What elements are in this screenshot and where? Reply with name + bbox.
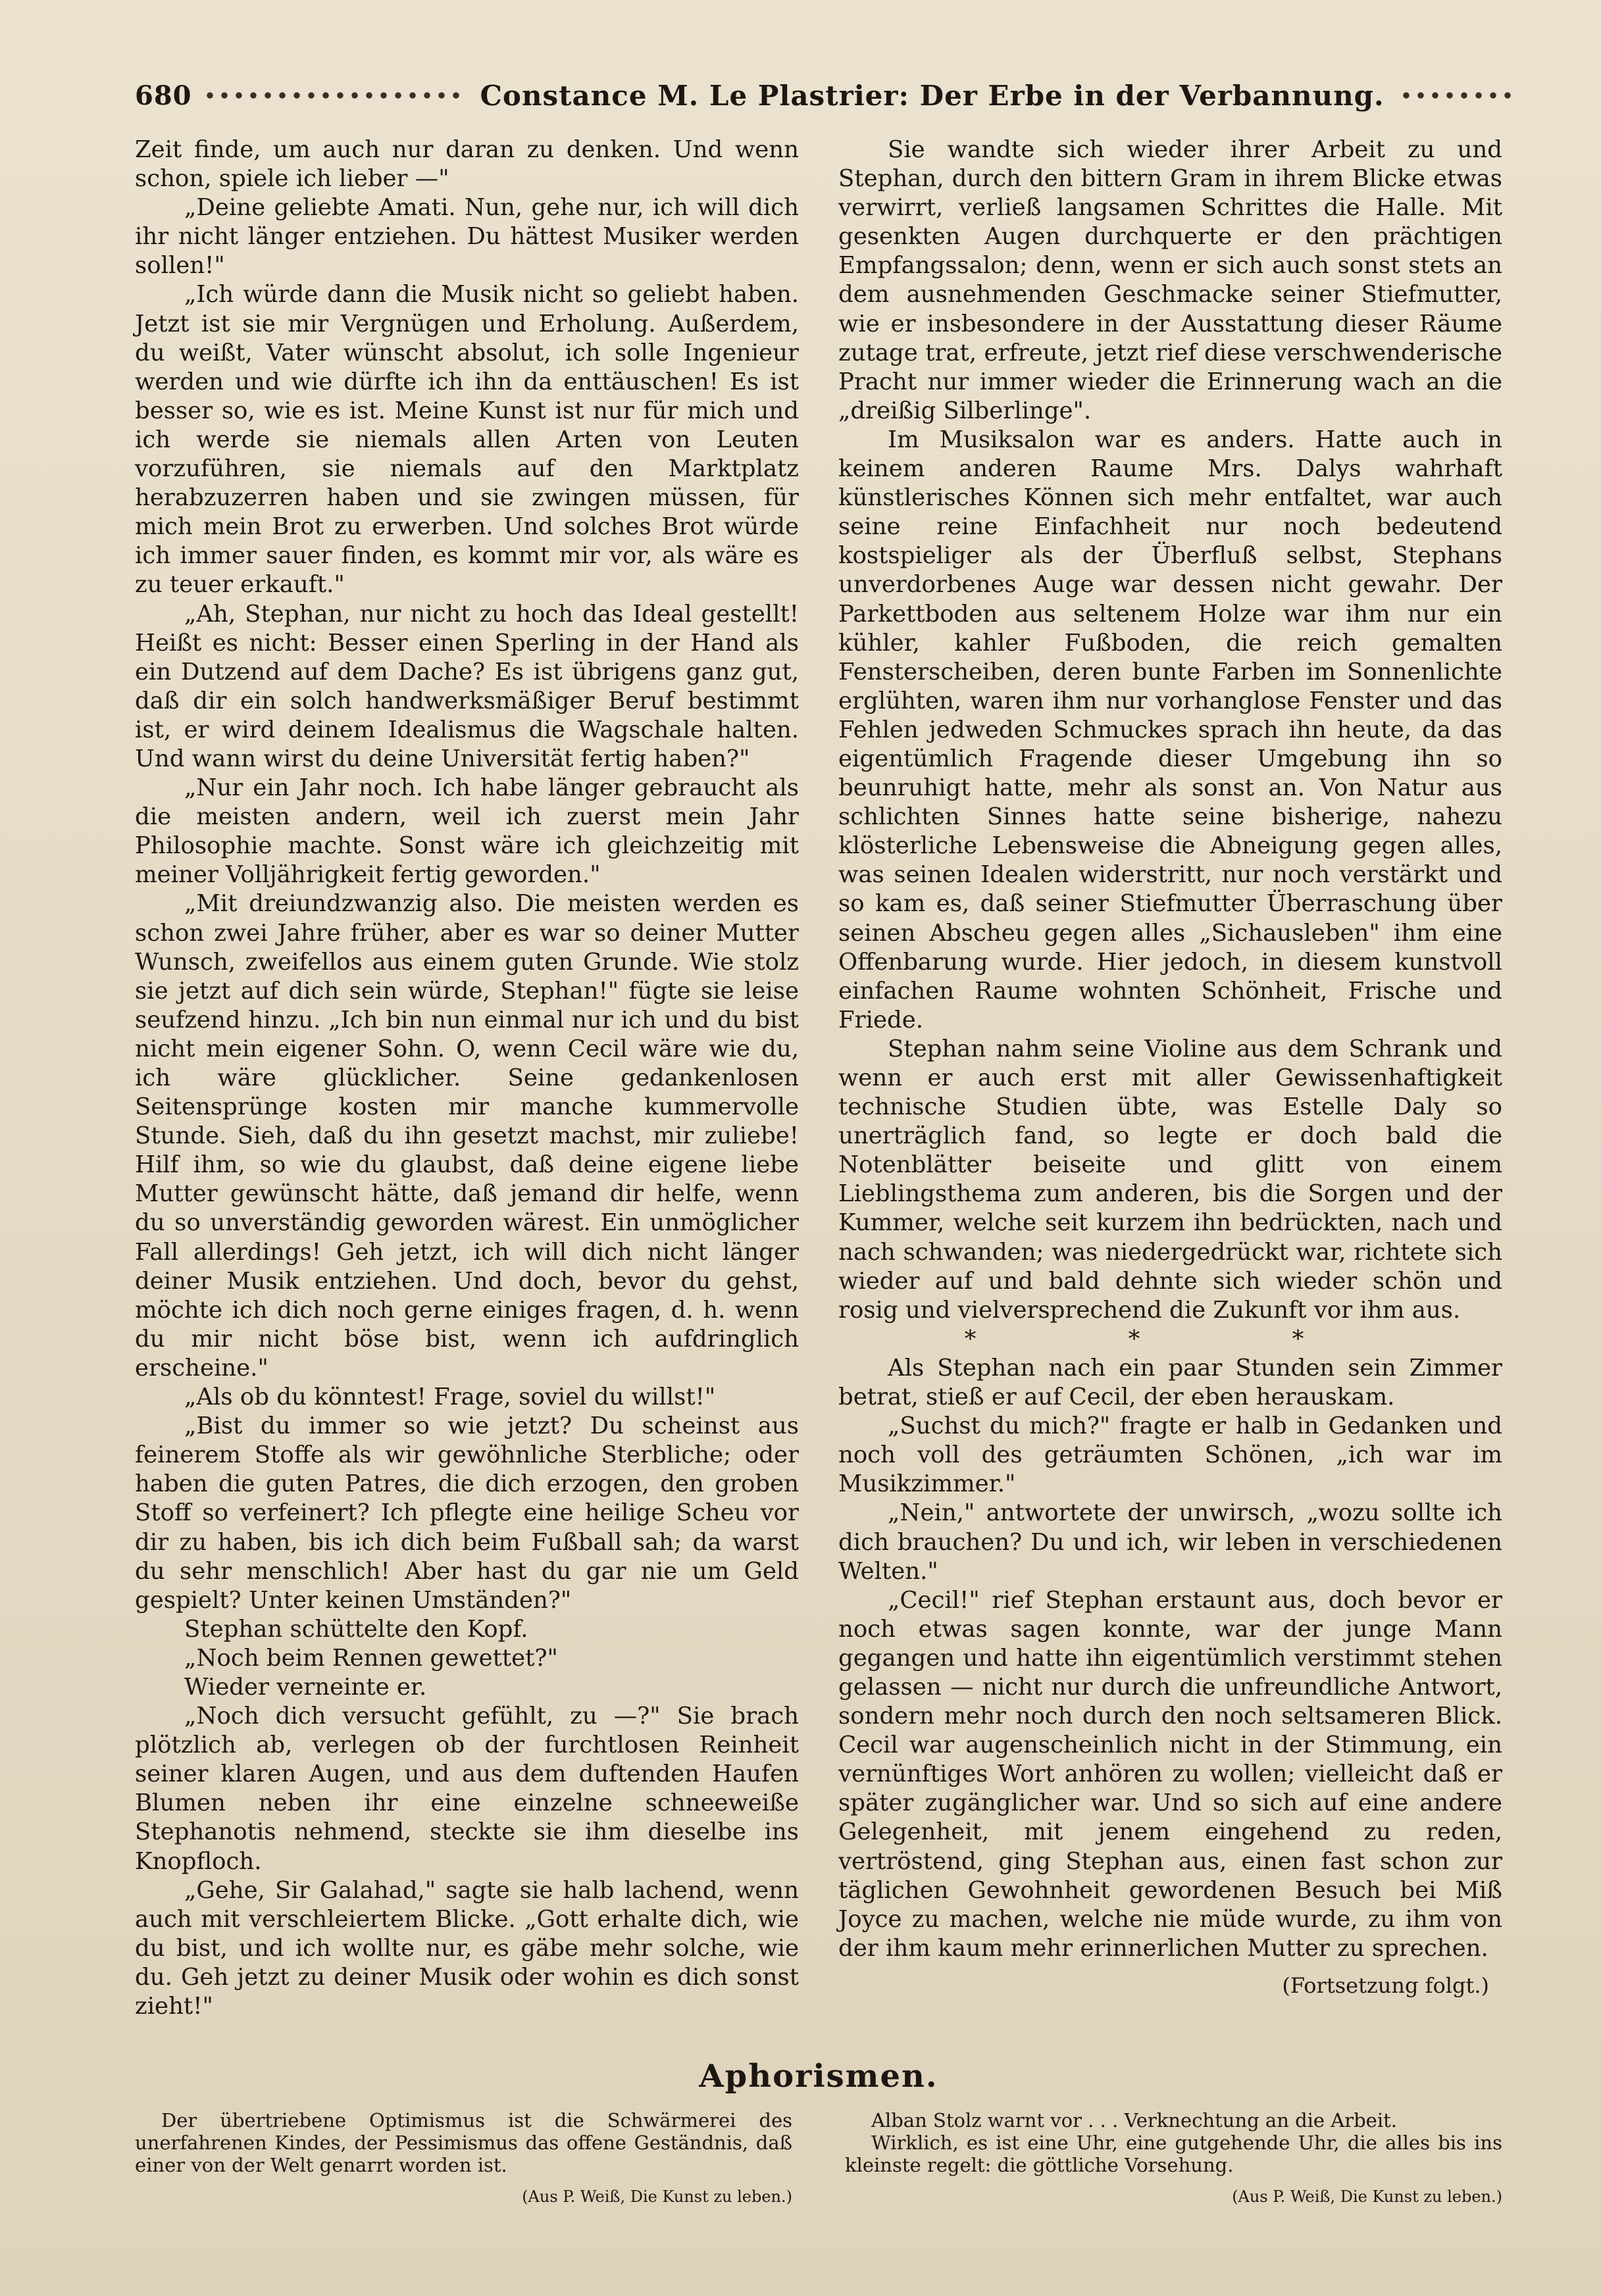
- paragraph: „Noch beim Rennen gewettet?": [184, 1644, 558, 1672]
- paragraph: „Deine geliebte Amati. Nun, gehe nur, ich will dich ihr nicht länger entziehen. Du hättest Musiker werden sollen!": [135, 194, 799, 280]
- aphorism-text: Wirklich, es ist eine Uhr, eine gutgehende Uhr, die alles bis ins kleinste regelt: die göttliche Vorsehung.: [845, 2132, 1502, 2177]
- ornament-divider-left: [203, 91, 466, 100]
- page-header: [135, 72, 1502, 118]
- paragraph: „Als ob du könntest! Frage, soviel du willst!": [184, 1384, 716, 1411]
- aphorism-left: [135, 2109, 792, 2208]
- paragraph: „Ah, Stephan, nur nicht zu hoch das Ideal gestellt! Heißt es nicht: Besser einen Sperling in der Hand als ein Dutzend auf dem Dache? Es ist übrigens ganz gut, daß dir ein solch handwerksmäßiger Beruf bestimmt ist, er wird deinem Idealismus die Wagschale halten. Und wann wirst du deine Universität fertig haben?": [135, 600, 799, 772]
- paragraph: „Nein," antwortete der unwirsch, „wozu sollte ich dich brauchen? Du und ich, wir leben in verschiedenen Welten.": [838, 1499, 1502, 1585]
- left-column: [135, 136, 799, 2021]
- paragraph: „Suchst du mich?" fragte er halb in Gedanken und noch voll des geträumten Schönen, „ich war im Musikzimmer.": [838, 1412, 1502, 1498]
- paragraph: „Ich würde dann die Musik nicht so geliebt haben. Jetzt ist sie mir Vergnügen und Erholung. Außerdem, du weißt, Vater wünscht absolut, ich solle Ingenieur werden und wie dürfte ich ihn da enttäuschen! Es ist besser so, wie es ist. Meine Kunst ist nur für mich und ich werde sie niemals allen Arten von Leuten vorzuführen, sie niemals auf den Marktplatz herabzuzerren haben und sie zwingen müssen, für mich mein Brot zu erwerben. Und solches Brot würde ich immer sauer finden, es kommt mir vor, als wäre es zu teuer erkauft.": [135, 281, 799, 599]
- right-column: [838, 136, 1502, 2021]
- paragraph: Stephan schüttelte den Kopf.: [184, 1615, 528, 1643]
- running-title: Constance M. Le Plastrier: Der Erbe in der Verbannung.: [480, 79, 1385, 112]
- aphorism-text: Alban Stolz warnt vor . . . Verknechtung an die Arbeit.: [871, 2109, 1397, 2132]
- continuation-note: (Fortsetzung folgt.): [1282, 1972, 1489, 1998]
- article-columns: [135, 136, 1502, 2021]
- aphorisms-title: Aphorismen.: [699, 2058, 938, 2095]
- aphorisms-section: [135, 2109, 1502, 2208]
- paragraph: Sie wandte sich wieder ihrer Arbeit zu und Stephan, durch den bittern Gram in ihrem Blicke etwas verwirrt, verließ langsamen Schrittes die Halle. Mit gesenkten Augen durchquerte er den prächtigen Empfangssalon; denn, wenn er sich auch sonst stets an dem ausnehmenden Geschmacke seiner Stiefmutter, wie er insbesondere in der Ausstattung dieser Räume zutage trat, erfreute, jetzt rief diese verschwenderische Pracht nur immer wieder die Erinnerung wach an die „dreißig Silberlinge".: [838, 136, 1502, 424]
- paragraph: Stephan nahm seine Violine aus dem Schrank und wenn er auch erst mit aller Gewissenhaftigkeit technische Studien übte, was Estelle Daly so unerträglich fand, so legte er doch bald die Notenblätter beiseite und glitt von einem Lieblingsthema zum anderen, bis die Sorgen und der Kummer, welche seit kurzem ihn bedrückten, nach und nach schwanden; was niedergedrückt war, richtete sich wieder auf und bald dehnte sich wieder schön und rosig und vielversprechend die Zukunft vor ihm aus.: [838, 1035, 1502, 1324]
- paragraph: Wieder verneinte er.: [184, 1673, 427, 1701]
- paragraph: „Cecil!" rief Stephan erstaunt aus, doch bevor er noch etwas sagen konnte, war der junge Mann gegangen und hatte ihn eigentümlich verstimmt stehen gelassen — nicht nur durch die unfreundliche Antwort, sondern mehr noch durch den noch seltsameren Blick. Cecil war augenscheinlich nicht in der Stimmung, ein vernünftiges Wort anhören zu wollen; vielleicht daß er später zugänglicher war. Und so sich auf eine andere Gelegenheit, mit jenem eingehend zu reden, vertröstend, ging Stephan aus, einen fast schon zur täglichen Gewohnheit gewordenen Besuch bei Miß Joyce zu machen, welche nie müde wurde, zu ihm von der ihm kaum mehr erinnerlichen Mutter zu sprechen.: [838, 1586, 1502, 1962]
- paragraph: „Mit dreiundzwanzig also. Die meisten werden es schon zwei Jahre früher, aber es war so deiner Mutter Wunsch, zweifellos aus einem guten Grunde. Wie stolz sie jetzt auf dich sein würde, Stephan!" fügte sie leise seufzend hinzu. „Ich bin nun einmal nur ich und du bist nicht mein eigener Sohn. O, wenn Cecil wäre wie du, ich wäre glücklicher. Seine gedankenlosen Seitensprünge kosten mir manche kummervolle Stunde. Sieh, daß du ihn gesetzt machst, mir zuliebe! Hilf ihm, so wie du glaubst, daß deine eigene liebe Mutter gewünscht hätte, daß jemand dir helfe, wenn du so unverständig geworden wärest. Ein unmöglicher Fall allerdings! Geh jetzt, ich will dich nicht länger deiner Musik entziehen. Und doch, bevor du gehst, möchte ich dich noch gerne einiges fragen, d. h. wenn du mir nicht böse bist, wenn ich aufdringlich erscheine.": [135, 890, 799, 1382]
- paragraph: Im Musiksalon war es anders. Hatte auch in keinem anderen Raume Mrs. Dalys wahrhaft künstlerisches Können sich mehr entfaltet, war auch seine reine Einfachheit nur noch bedeutend kostspieliger als der Überfluß selbst, Stephans unverdorbenes Auge war dessen nicht gewahr. Der Parkettboden aus seltenem Holze war ihm nur ein kühler, kahler Fußboden, die reich gemalten Fensterscheiben, deren bunte Farben im Sonnenlichte erglühten, waren ihm nur vorhanglose Fenster und das Fehlen jedweden Schmuckes sprach ihn heute, da das eigentümlich Fragende dieser Umgebung ihn so beunruhigt hatte, mehr als sonst an. Von Natur aus schlichten Sinnes hatte seine bisherige, nahezu klösterliche Lebensweise die Abneigung gegen alles, was seinen Idealen widerstritt, nur noch verstärkt und so kam es, daß seiner Stiefmutter Überraschung über seinen Abscheu gegen alles „Sichausleben" ihm eine Offenbarung wurde. Hier jedoch, in diesem kunstvoll einfachen Raume wohnten Schönheit, Frische und Friede.: [838, 426, 1502, 1034]
- paragraph: „Gehe, Sir Galahad," sagte sie halb lachend, wenn auch mit verschleiertem Blicke. „Gott erhalte dich, wie du bist, und ich wollte nur, es gäbe mehr solche, wie du. Geh jetzt zu deiner Musik oder wohin es dich sonst zieht!": [135, 1876, 799, 2020]
- aphorism-text: Der übertriebene Optimismus ist die Schwärmerei des unerfahrenen Kindes, der Pessimismus das offene Geständnis, daß einer von der Welt genarrt worden ist.: [135, 2109, 792, 2177]
- section-separator: * * *: [964, 1325, 1377, 1353]
- page-number: 680: [135, 80, 192, 111]
- paragraph: „Nur ein Jahr noch. Ich habe länger gebraucht als die meisten andern, weil ich zuerst mein Jahr Philosophie machte. Sonst wäre ich gleichzeitig mit meiner Volljährigkeit fertig geworden.": [135, 774, 799, 889]
- paragraph: „Bist du immer so wie jetzt? Du scheinst aus feinerem Stoffe als wir gewöhnliche Sterbliche; oder haben die guten Patres, die dich erzogen, den groben Stoff so verfeinert? Ich pflegte eine heilige Scheu vor dir zu haben, bis ich dich beim Fußball sah; da warst du sehr menschlich! Aber hast du gar nie um Geld gespielt? Unter keinen Umständen?": [135, 1412, 799, 1614]
- aphorism-right: [845, 2109, 1502, 2208]
- paragraph: Zeit finde, um auch nur daran zu denken. Und wenn schon, spiele ich lieber —": [135, 136, 799, 193]
- paragraph: „Noch dich versucht gefühlt, zu —?" Sie brach plötzlich ab, verlegen ob der furchtlosen Reinheit seiner klaren Augen, und aus dem duftenden Haufen Blumen neben ihr eine einzelne schneeweiße Stephanotis nehmend, steckte sie ihm dieselbe ins Knopfloch.: [135, 1703, 799, 1875]
- aphorism-source: (Aus P. Weiß, Die Kunst zu leben.): [1232, 2187, 1502, 2207]
- ornament-divider-right: [1399, 91, 1511, 100]
- aphorism-source: (Aus P. Weiß, Die Kunst zu leben.): [522, 2187, 792, 2207]
- paragraph: Als Stephan nach ein paar Stunden sein Zimmer betrat, stieß er auf Cecil, der eben herauskam.: [838, 1354, 1502, 1411]
